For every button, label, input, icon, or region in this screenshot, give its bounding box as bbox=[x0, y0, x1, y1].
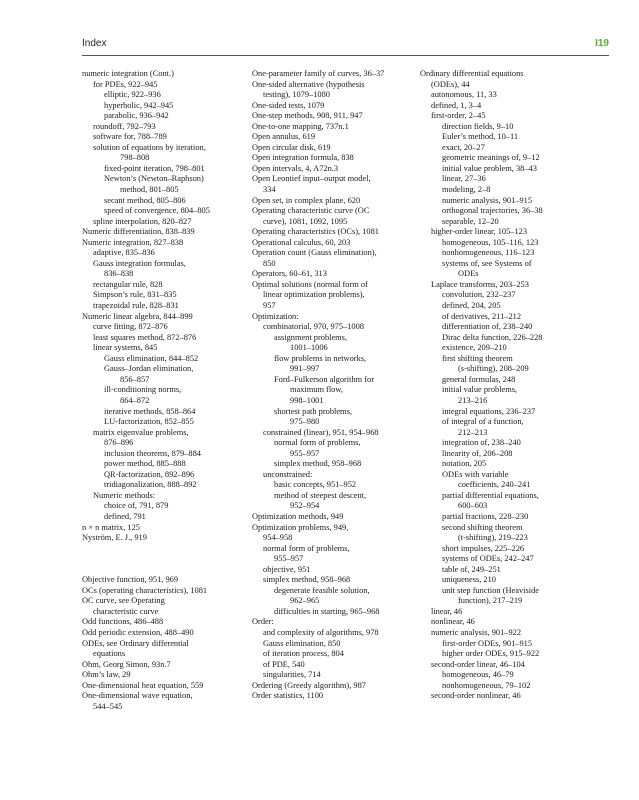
index-entry: n × n matrix, 125 bbox=[82, 522, 140, 532]
index-entry: linear optimization problems), bbox=[263, 290, 365, 300]
index-entry: 213–216 bbox=[458, 395, 488, 405]
index-entry: Optimization problems, 949, bbox=[252, 522, 349, 532]
index-entry: linear, 46 bbox=[431, 606, 463, 616]
index-entry: linear, 27–36 bbox=[442, 174, 486, 184]
index-entry: Operating characteristics (OCs), 1081 bbox=[252, 227, 379, 237]
index-entry: 1001–1006 bbox=[290, 343, 328, 353]
index-entry: secant method, 805–806 bbox=[104, 195, 186, 205]
index-entry: 991–997 bbox=[290, 364, 320, 374]
index-entry: method of steepest descent, bbox=[274, 490, 367, 500]
index-entry: rectangular rule, 828 bbox=[93, 279, 163, 289]
index-entry: integral equations, 236–237 bbox=[442, 406, 536, 416]
index-entry: second-order nonlinear, 46 bbox=[431, 691, 521, 701]
index-entry: software for, 788–789 bbox=[93, 132, 167, 142]
index-entry: equations bbox=[93, 649, 126, 659]
index-entry: nonlinear, 46 bbox=[431, 617, 475, 627]
index-entry: 864–872 bbox=[120, 395, 150, 405]
index-entry: Odd functions, 486–488 bbox=[82, 617, 164, 627]
index-entry: Ohm’s law, 29 bbox=[82, 670, 131, 680]
index-entry: Ordinary differential equations bbox=[420, 69, 524, 78]
index-entry: numeric analysis, 901–915 bbox=[442, 195, 533, 205]
index-entry: trapezoidal rule, 828–831 bbox=[93, 301, 179, 311]
index-entry: for PDEs, 922–945 bbox=[93, 79, 158, 89]
index-entry: autonomous, 11, 33 bbox=[431, 90, 497, 100]
index-entry: systems of ODEs, 242–247 bbox=[442, 554, 534, 564]
index-entry: Simpson’s rule, 831–835 bbox=[93, 290, 177, 300]
index-entry: 952–954 bbox=[290, 501, 320, 511]
index-entry: defined, 791 bbox=[104, 511, 146, 521]
index-entry: first-order, 2–45 bbox=[431, 111, 486, 121]
index-entry: speed of convergence, 804–805 bbox=[104, 206, 210, 216]
index-entry: orthogonal trajectories, 36–38 bbox=[442, 206, 543, 216]
index-entry: One-to-one mapping, 737n.1 bbox=[252, 121, 349, 131]
index-entry: Gauss elimination, 844–852 bbox=[104, 353, 199, 363]
index-entry: method, 801–805 bbox=[120, 185, 179, 195]
index-column-2 bbox=[252, 69, 422, 702]
index-entry: table of, 249–251 bbox=[442, 564, 501, 574]
index-entry: Numeric integration, 827–838 bbox=[82, 237, 184, 247]
index-entry: One-parameter family of curves, 36–37 bbox=[252, 69, 385, 78]
index-entry: adaptive, 835–836 bbox=[93, 248, 155, 258]
index-entry: second-order linear, 46–104 bbox=[431, 659, 525, 669]
index-entry: choice of, 791, 879 bbox=[104, 501, 169, 511]
index-entry: 798–808 bbox=[120, 153, 150, 163]
index-entry: (t-shifting), 219–223 bbox=[458, 533, 528, 543]
index-entry: Ohm, Georg Simon, 93n.7 bbox=[82, 659, 171, 669]
index-entry: Order: bbox=[252, 617, 274, 627]
index-entry: Order statistics, 1100 bbox=[252, 691, 324, 701]
index-entry: of integral of a function, bbox=[442, 417, 524, 427]
index-entry: unconstrained: bbox=[263, 469, 313, 479]
index-column-1 bbox=[82, 69, 252, 712]
index-entry: (ODEs), 44 bbox=[431, 79, 470, 89]
index-entry: One-dimensional wave equation, bbox=[82, 691, 193, 701]
index-entry: initial value problems, bbox=[442, 385, 518, 395]
index-entry: hyperbolic, 942–945 bbox=[104, 100, 174, 110]
index-entry: 957 bbox=[263, 301, 276, 311]
index-entry: partial differential equations, bbox=[442, 490, 539, 500]
index-entry: notation, 205 bbox=[442, 459, 487, 469]
index-entry: numeric integration (Cont.) bbox=[82, 69, 174, 78]
index-entry: constrained (linear), 951, 954–968 bbox=[263, 427, 379, 437]
index-entry: LU-factorization, 852–855 bbox=[104, 417, 194, 427]
index-entry: 544–545 bbox=[93, 701, 123, 711]
index-entry: exact, 20–27 bbox=[442, 142, 485, 152]
index-entry: 856–857 bbox=[120, 374, 150, 384]
index-entry: One-dimensional heat equation, 559 bbox=[82, 680, 204, 690]
index-entry: second shifting theorem bbox=[442, 522, 523, 532]
index-entry bbox=[82, 544, 252, 555]
index-entry: simplex method, 958–968 bbox=[263, 575, 351, 585]
index-entry: curve), 1081, 1092, 1095 bbox=[263, 216, 348, 226]
index-entry: ill-conditioning norms, bbox=[104, 385, 182, 395]
index-entry: testing), 1079–1080 bbox=[263, 90, 330, 100]
index-entry: flow problems in networks, bbox=[274, 353, 367, 363]
index-entry: characteristic curve bbox=[93, 606, 159, 616]
index-entry: homogeneous, 46–79 bbox=[442, 670, 514, 680]
index-entry: general formulas, 248 bbox=[442, 374, 516, 384]
index-entry: Newton’s (Newton–Raphson) bbox=[104, 174, 204, 184]
index-entry: Optimization methods, 949 bbox=[252, 511, 344, 521]
index-entry: differentiation of, 238–240 bbox=[442, 322, 533, 332]
index-entry: of derivatives, 211–212 bbox=[442, 311, 522, 321]
index-column-3 bbox=[420, 69, 605, 702]
index-entry: 850 bbox=[263, 258, 276, 268]
index-entry: Laplace transforms, 203–253 bbox=[431, 279, 529, 289]
index-entry: geometric meanings of, 9–12 bbox=[442, 153, 540, 163]
index-entry: elliptic, 922–936 bbox=[104, 90, 161, 100]
index-entry: Gauss elimination, 850 bbox=[263, 638, 341, 648]
index-entry: QR-factorization, 892–896 bbox=[104, 469, 195, 479]
header-rule bbox=[82, 55, 609, 56]
index-entry bbox=[82, 554, 252, 565]
index-entry: Operation count (Gauss elimination), bbox=[252, 248, 377, 258]
index-entry: convolution, 232–237 bbox=[442, 290, 516, 300]
index-entry: modeling, 2–8 bbox=[442, 185, 491, 195]
index-entry: 955–957 bbox=[290, 448, 320, 458]
index-entry: OC curve, see Operating bbox=[82, 596, 165, 606]
index-entry: ODEs bbox=[458, 269, 479, 279]
index-entry: Optimization: bbox=[252, 311, 299, 321]
index-entry: Numeric differentiation, 838–839 bbox=[82, 227, 195, 237]
index-entry: basic concepts, 951–952 bbox=[274, 480, 357, 490]
index-entry: partial fractions, 228–230 bbox=[442, 511, 529, 521]
index-entry: homogeneous, 105–116, 123 bbox=[442, 237, 539, 247]
index-entry: existence, 209–210 bbox=[442, 343, 507, 353]
index-entry: Optimal solutions (normal form of bbox=[252, 279, 368, 289]
index-entry: 962–965 bbox=[290, 596, 320, 606]
index-entry: Open set, in complex plane, 620 bbox=[252, 195, 361, 205]
index-entry: spline interpolation, 820–827 bbox=[93, 216, 192, 226]
index-entry: Open annulus, 619 bbox=[252, 132, 316, 142]
index-entry: assignment problems, bbox=[274, 332, 348, 342]
index-entry: nonhomogeneous, 116–123 bbox=[442, 248, 535, 258]
index-entry: matrix eigenvalue problems, bbox=[93, 427, 189, 437]
index-entry: inclusion theorems, 879–884 bbox=[104, 448, 201, 458]
index-entry: function), 217–219 bbox=[458, 596, 523, 606]
index-entry: 955–957 bbox=[274, 554, 304, 564]
index-entry: Open circular disk, 619 bbox=[252, 142, 331, 152]
index-entry: Euler’s method, 10–11 bbox=[442, 132, 519, 142]
index-entry: (s-shifting), 208–209 bbox=[458, 364, 529, 374]
index-entry: Operators, 60–61, 313 bbox=[252, 269, 327, 279]
index-entry: short impulses, 225–226 bbox=[442, 543, 525, 553]
index-entry: OCs (operating characteristics), 1081 bbox=[82, 585, 208, 595]
index-entry: Open integration formula, 838 bbox=[252, 153, 354, 163]
index-entry: defined, 1, 3–4 bbox=[431, 100, 482, 110]
index-entry: first shifting theorem bbox=[442, 353, 513, 363]
index-entry: Ford–Fulkerson algorithm for bbox=[274, 374, 375, 384]
index-entry: curve fitting, 872–876 bbox=[93, 322, 168, 332]
index-entry: first-order ODEs, 901–915 bbox=[442, 638, 533, 648]
index-entry: 998–1001 bbox=[290, 395, 324, 405]
index-entry: One-sided tests, 1079 bbox=[252, 100, 325, 110]
index-entry: objective, 951 bbox=[263, 564, 311, 574]
index-entry: One-sided alternative (hypothesis bbox=[252, 79, 365, 89]
index-entry: parabolic, 936–942 bbox=[104, 111, 169, 121]
index-entry: tridiagonalization, 888–892 bbox=[104, 480, 197, 490]
index-entry: 975–980 bbox=[290, 417, 320, 427]
index-entry: numeric analysis, 901–922 bbox=[431, 627, 522, 637]
index-entry: Gauss–Jordan elimination, bbox=[104, 364, 194, 374]
index-entry: power method, 885–888 bbox=[104, 459, 186, 469]
index-entry bbox=[82, 565, 252, 576]
index-entry: systems of, see Systems of bbox=[442, 258, 532, 268]
index-entry: Numeric methods: bbox=[93, 490, 156, 500]
index-entry: solution of equations by iteration, bbox=[93, 142, 206, 152]
index-entry: higher-order linear, 105–123 bbox=[431, 227, 528, 237]
index-entry: One-step methods, 908, 911, 947 bbox=[252, 111, 363, 121]
index-entry: Nyström, E. J., 919 bbox=[82, 533, 147, 543]
index-entry: ODEs with variable bbox=[442, 469, 509, 479]
index-entry: Operational calculus, 60, 203 bbox=[252, 237, 351, 247]
index-entry: integration of, 238–240 bbox=[442, 438, 521, 448]
index-entry: higher order ODEs, 915–922 bbox=[442, 649, 540, 659]
index-entry: 212–213 bbox=[458, 427, 488, 437]
index-entry: direction fields, 9–10 bbox=[442, 121, 514, 131]
index-entry: Odd periodic extension, 488–490 bbox=[82, 627, 194, 637]
index-entry: Gauss integration formulas, bbox=[93, 258, 186, 268]
index-entry: linearity of, 206–208 bbox=[442, 448, 513, 458]
index-entry: iterative methods, 858–864 bbox=[104, 406, 196, 416]
index-entry: Operating characteristic curve (OC bbox=[252, 206, 370, 216]
index-entry: singularities, 714 bbox=[263, 670, 321, 680]
index-entry: Objective function, 951, 969 bbox=[82, 575, 179, 585]
running-title: Index bbox=[82, 38, 107, 49]
index-entry: ODEs, see Ordinary differential bbox=[82, 638, 189, 648]
index-entry: separable, 12–20 bbox=[442, 216, 499, 226]
index-entry: degenerate feasible solution, bbox=[274, 585, 370, 595]
index-entry: least squares method, 872–876 bbox=[93, 332, 197, 342]
index-entry: Open intervals, 4, A72n.3 bbox=[252, 163, 339, 173]
index-entry: roundoff, 792–793 bbox=[93, 121, 156, 131]
index-entry: combinatorial, 970, 975–1008 bbox=[263, 322, 364, 332]
index-entry: and complexity of algorithms, 978 bbox=[263, 627, 379, 637]
index-entry: 600–603 bbox=[458, 501, 488, 511]
index-entry: 876–896 bbox=[104, 438, 134, 448]
index-entry: nonhomogeneous, 79–102 bbox=[442, 680, 531, 690]
index-entry: of PDE, 540 bbox=[263, 659, 305, 669]
index-entry: linear systems, 845 bbox=[93, 343, 158, 353]
index-entry: of iteration process, 804 bbox=[263, 649, 344, 659]
index-entry: coefficients, 240–241 bbox=[458, 480, 531, 490]
index-entry: Open Leontief input–output model, bbox=[252, 174, 371, 184]
index-entry: simplex method, 958–968 bbox=[274, 459, 362, 469]
index-entry: defined, 204, 205 bbox=[442, 301, 501, 311]
index-entry: Ordering (Greedy algorithm), 987 bbox=[252, 680, 366, 690]
index-entry: fixed-point iteration, 798–801 bbox=[104, 163, 205, 173]
page-number: I19 bbox=[595, 38, 609, 49]
index-entry: maximum flow, bbox=[290, 385, 343, 395]
index-entry: 334 bbox=[263, 185, 276, 195]
index-entry: Numeric linear algebra, 844–899 bbox=[82, 311, 193, 321]
page-header bbox=[82, 38, 609, 54]
index-entry: normal form of problems, bbox=[263, 543, 350, 553]
index-entry: uniqueness, 210 bbox=[442, 575, 496, 585]
index-entry: Dirac delta function, 226–228 bbox=[442, 332, 543, 342]
index-entry: unit step function (Heaviside bbox=[442, 585, 539, 595]
index-entry: 954–958 bbox=[263, 533, 293, 543]
index-entry: shortest path problems, bbox=[274, 406, 352, 416]
index-entry: initial value problem, 38–43 bbox=[442, 163, 537, 173]
index-entry: normal form of problems, bbox=[274, 438, 361, 448]
index-entry: 836–838 bbox=[104, 269, 134, 279]
index-entry: difficulties in starting, 965–968 bbox=[274, 606, 380, 616]
